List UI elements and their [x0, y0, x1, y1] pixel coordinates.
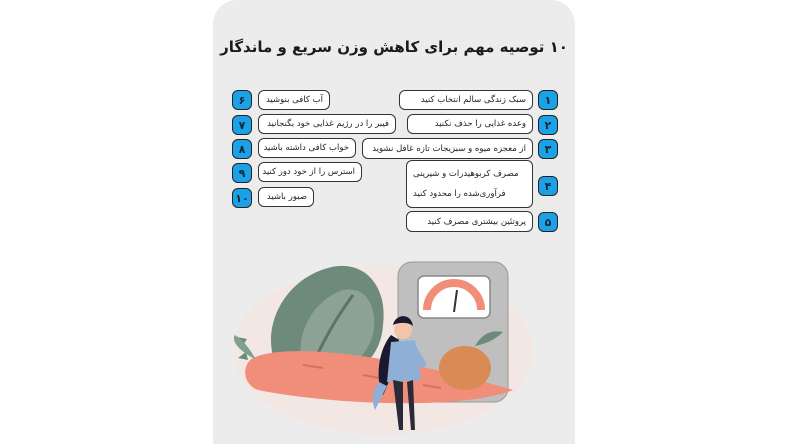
tip-4-line-2: فرآوری‌شده را محدود کنید	[413, 189, 506, 199]
tip-number-4: ۴	[538, 176, 558, 196]
tip-number-2: ۲	[538, 115, 558, 135]
tip-number-3: ۳	[538, 139, 558, 159]
tip-6: آب کافی بنوشید	[258, 90, 330, 110]
tip-3: از معجزه میوه و سبزیجات تازه غافل نشوید	[362, 138, 533, 159]
tip-2: وعده غذایی را حذف نکنید	[407, 114, 533, 134]
tip-5: پروتئین بیشتری مصرف کنید	[406, 211, 533, 232]
tip-4-line-1: مصرف کربوهیدرات و شیرینی	[413, 169, 519, 179]
tip-4	[406, 160, 533, 208]
tip-number-5: ۵	[538, 212, 558, 232]
tip-1: سبک زندگی سالم انتخاب کنید	[399, 90, 533, 110]
tip-number-7: ۷	[232, 115, 252, 135]
tip-number-6: ۶	[232, 90, 252, 110]
infographic-card	[213, 0, 575, 444]
tip-10: صبور باشید	[258, 187, 314, 207]
tip-number-1: ۱	[538, 90, 558, 110]
tip-number-8: ۸	[232, 139, 252, 159]
tip-number-9: ۹	[232, 163, 252, 183]
tip-8: خواب کافی داشته باشید	[258, 138, 356, 158]
tip-9: استرس را از خود دور کنید	[258, 162, 362, 182]
weight-loss-illustration	[213, 240, 575, 444]
tip-number-10: ۱۰	[232, 188, 252, 208]
tip-7: فیبر را در رژیم غذایی خود بگنجانید	[258, 114, 396, 134]
infographic-title: ۱۰ توصیه مهم برای کاهش وزن سریع و ماندگار	[220, 38, 568, 56]
